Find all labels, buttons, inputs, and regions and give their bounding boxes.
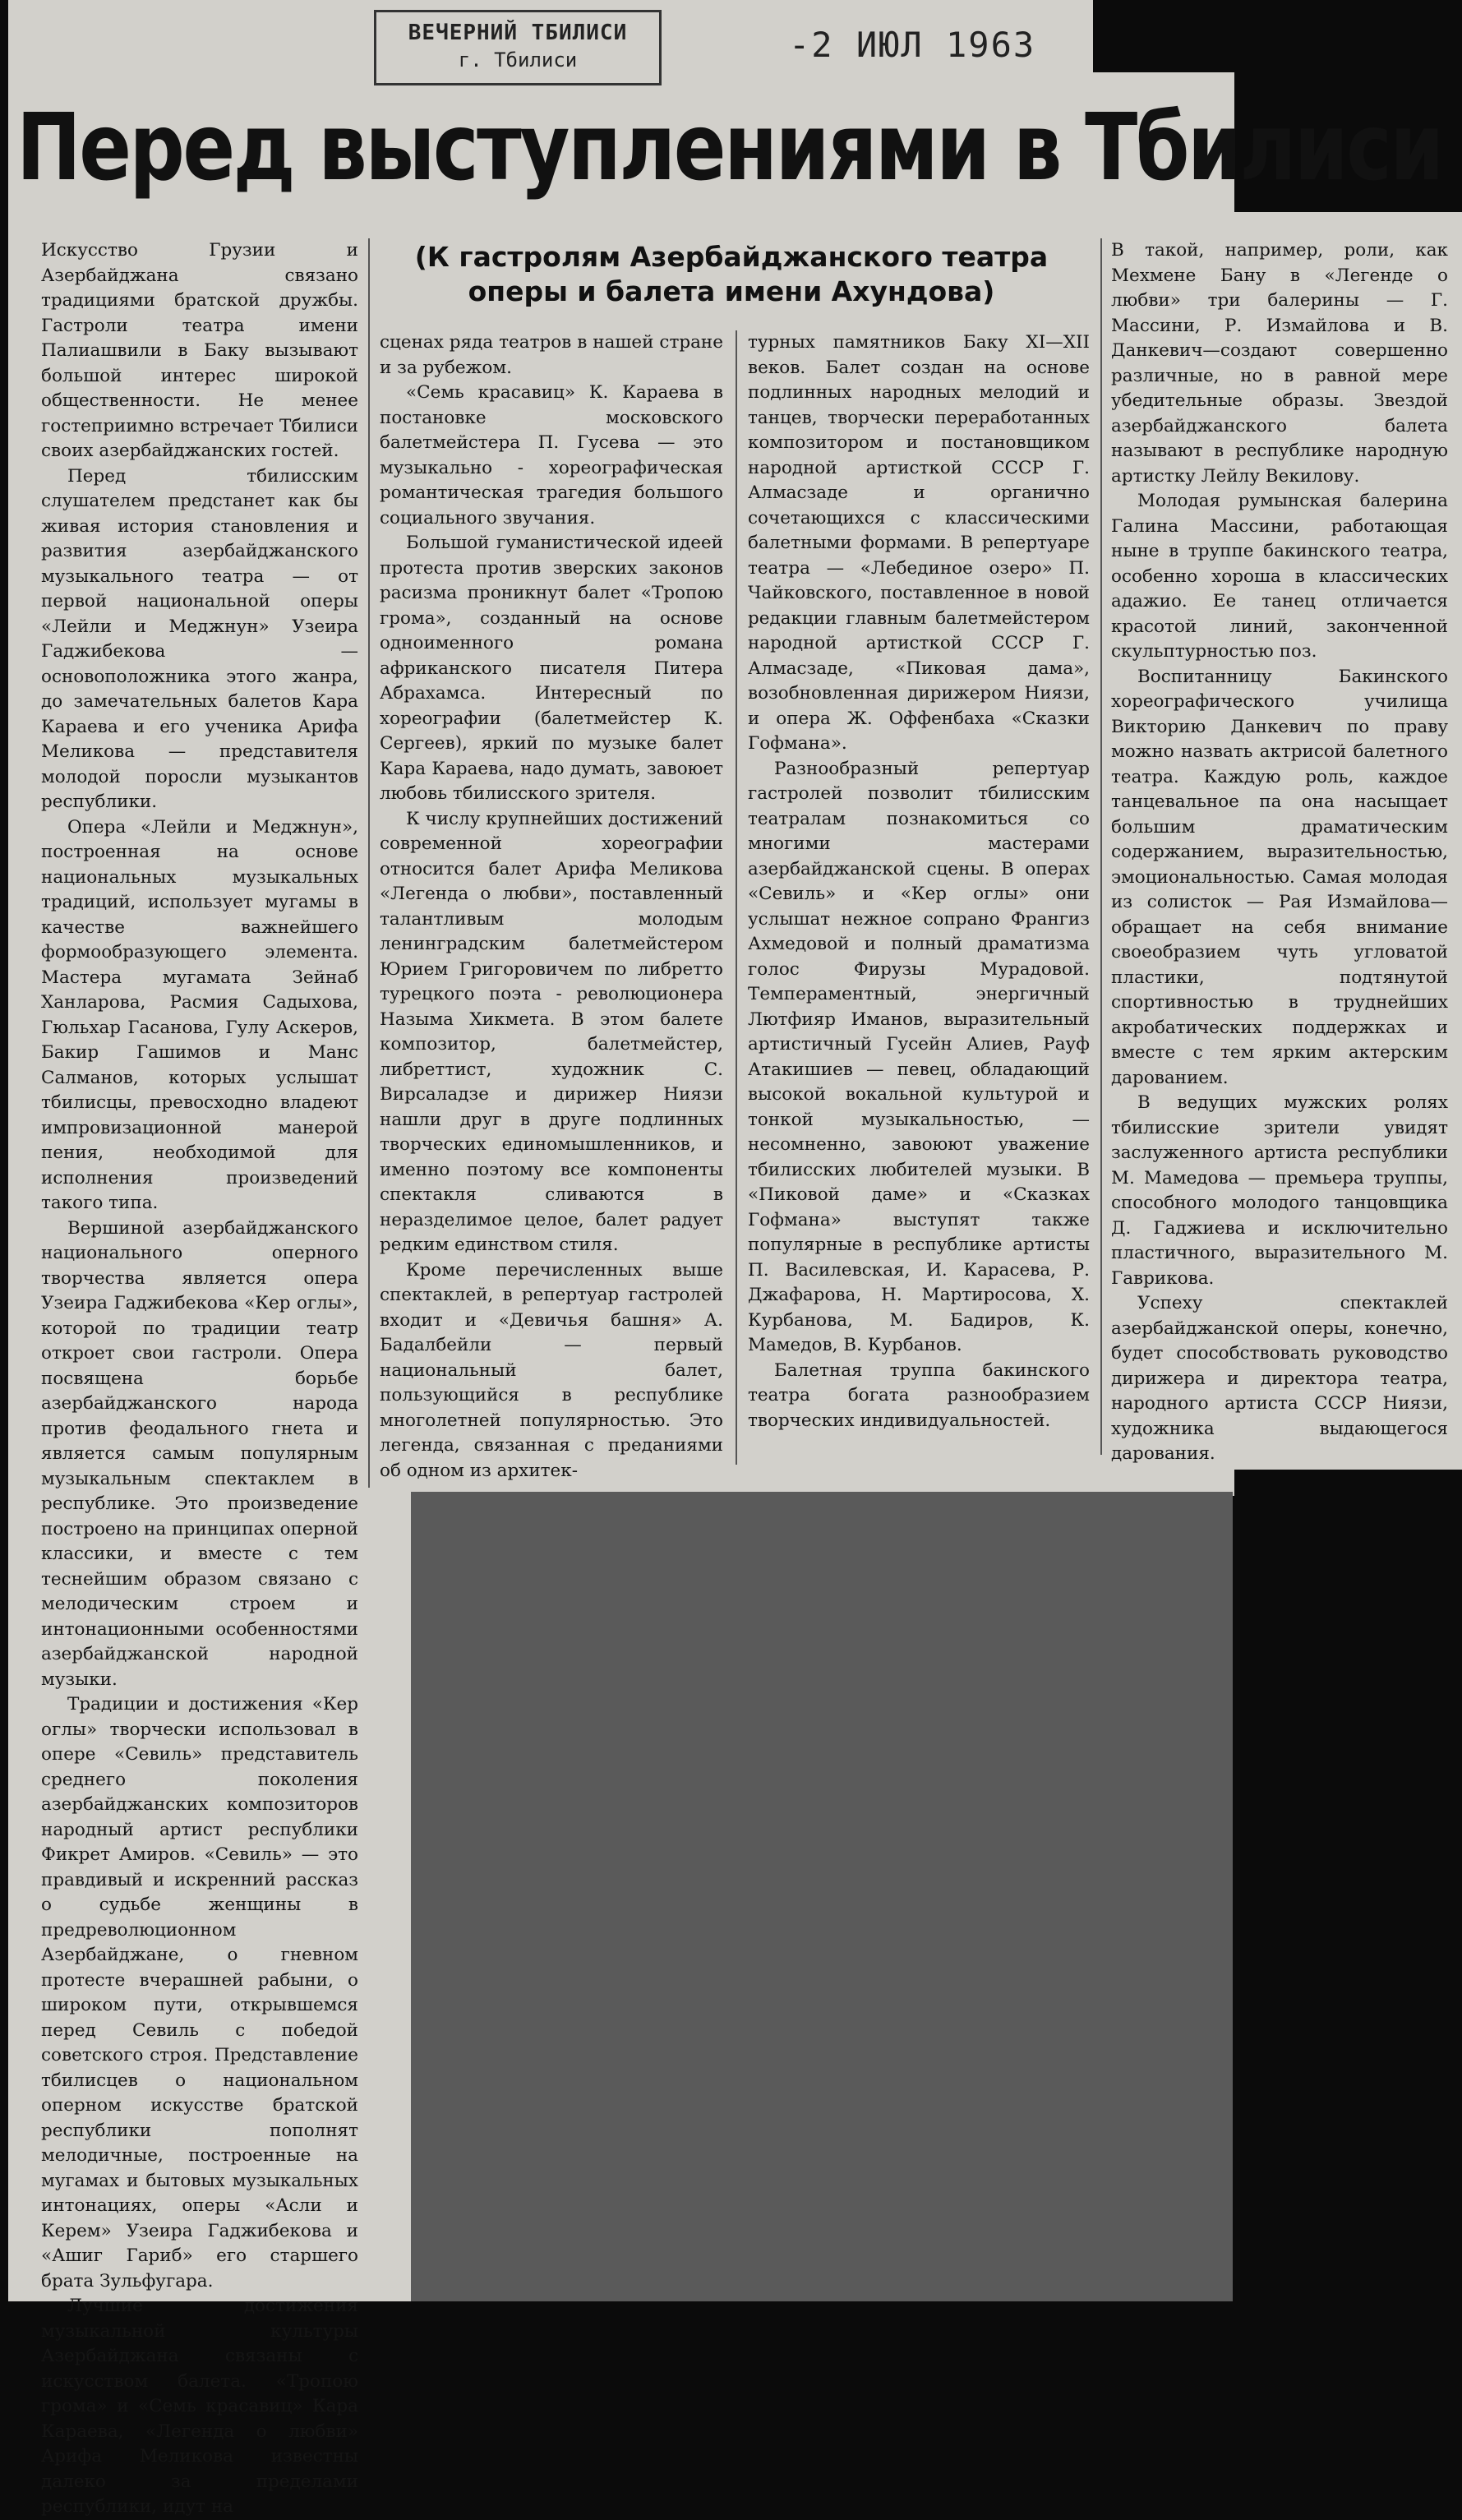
paragraph: Искусство Грузии и Азербайджана связано традициями братской дружбы. Гастроли театра имени Палиашвили в Баку вызывают большой интерес широкой общественности. Не менее гостеприимно встречает Тбилиси своих азербайджанских гостей. bbox=[41, 240, 358, 461]
paragraph: Большой гуманистической идеей протеста против зверских законов расизма проникнут балет «Тропою грома», созданный на основе одноименного романа африканского писателя Питера Абрахамса. Интересный по хореографии (балетмейстер К. Сергеев), яркий по музыке балет Кара Караева, надо думать, завоюет любовь тбилисского зрителя. bbox=[380, 533, 723, 804]
paragraph: Лучшие достижения музыкальной культуры Азербайджана связаны с искусством балета. «Тропою грома» и «Семь красавиц» Кара Караева, «Легенда о любви» Арифа Меликова известны далеко за пределами республики, идут на bbox=[41, 2296, 358, 2517]
paragraph: Молодая румынская балерина Галина Массини, работающая ныне в труппе бакинского театра, особенно хороша в классических адажио. Ее танец отличается красотой линий, законченной скульптурностью поз. bbox=[1111, 491, 1448, 662]
paragraph: Опера «Лейли и Меджнун», построенная на основе национальных музыкальных традиций, использует мугамы в качестве важнейшего формообразующего элемента. Мастера мугамата Зейнаб Ханларова, Расмия Садыхова, Гюльхар Гасанова, Гулу Аскеров, Бакир Гашимов и Манс Салманов, которых услышат тбилисцы, превосходно владеют импровизационной манерой пения, необходимой для исполнения произведений такого типа. bbox=[41, 816, 358, 1213]
paragraph: Вершиной азербайджанского национального оперного творчества является опера Узеира Гаджибекова «Кер оглы», которой по традиции театр откроет свои гастроли. Опера посвящена борьбе азербайджанского народа против феодального гнета и является самым популярным музыкальным спектаклем в республике. Это произведение построено на принципах оперной классики, и вместе с тем теснейшим образом связано с мелодическим строем и интонационными особенностями азербайджанской народной музыки. bbox=[41, 1217, 358, 1690]
stamp-city: г. Тбилиси bbox=[458, 48, 578, 72]
paragraph: В такой, например, роли, как Мехмене Бану в «Легенде о любви» три балерины — Г. Массини, Р. Измайлова и В. Данкевич—создают совершенно различные, но в равной мере убедительные образы. Звездой азербайджанского балета называют в республике народную артистку Лейлу Векилову. bbox=[1111, 240, 1448, 487]
article-column-2 bbox=[380, 330, 723, 1484]
paragraph: Разнообразный репертуар гастролей позволит тбилисским театралам познакомиться со многими мастерами азербайджанской сцены. В операх «Севиль» и «Кер оглы» они услышат нежное сопрано Франгиз Ахмедовой и полный драматизма голос Фирузы Мурадовой. Темпераментный, энергичный Лютфияр Иманов, выразительный артистичный Гусейн Алиев, Рауф Атакишиев — певец, обладающий высокой вокальной культурой и тонкой музыкальностью, — несомненно, завоюют уважение тбилисских любителей музыки. В «Пиковой даме» и «Сказках Гофмана» выступят также популярные в республике артисты П. Василевская, И. Карасева, Р. Джафарова, Н. Мартиросова, Х. Курбанова, М. Бадиров, К. Мамедов, В. Курбанов. bbox=[748, 758, 1090, 1355]
subtitle-line-2: оперы и балета имени Ахундова) bbox=[468, 275, 995, 307]
newspaper-stamp bbox=[374, 10, 662, 85]
date-stamp: -2 ИЮЛ 1963 bbox=[789, 25, 1036, 65]
paragraph: турных памятников Баку XI—XII веков. Балет создан на основе подлинных народных мелодий и танцев, творчески переработанных композитором и постановщиком народной артисткой СССР Г. Алмасзаде и органично сочетающихся с классическими балетными формами. В репертуаре театра — «Лебединое озеро» П. Чайковского, поставленное в новой редакции главным балетмейстером народной артисткой СССР Г. Алмасзаде, «Пиковая дама», возобновленная дирижером Ниязи, и опера Ж. Оффенбаха «Сказки Гофмана». bbox=[748, 332, 1090, 754]
paragraph: Перед тбилисским слушателем предстанет как бы живая история становления и развития азербайджанского музыкального театра — от первой национальной оперы «Лейли и Меджнун» Узеира Гаджибекова — основоположника этого жанра, до замечательных балетов Кара Караева и его ученика Арифа Меликова — представителя молодой поросли музыкантов республики. bbox=[41, 465, 358, 812]
paragraph: Кроме перечисленных выше спектаклей, в репертуар гастролей входит и «Девичья башня» А. Бадалбейли — первый национальный балет, пользующийся в республике многолетней популярностью. Это легенда, связанная с преданиями об одном из архитек- bbox=[380, 1259, 723, 1481]
paragraph: «Семь красавиц» К. Караева в постановке московского балетмейстера П. Гусева — это музыкально - хореографическая романтическая трагедия большого социального звучания. bbox=[380, 382, 723, 528]
column-rule bbox=[736, 330, 737, 1465]
subtitle-line-1: (К гастролям Азербайджанского театра bbox=[414, 241, 1049, 273]
column-rule bbox=[368, 238, 370, 1488]
paragraph: Успеху спектаклей азербайджанской оперы, конечно, будет способствовать руководство дирижера и директора театра, народного артиста СССР Ниязи, художника выдающегося дарования. bbox=[1111, 1293, 1448, 1464]
paragraph: Традиции и достижения «Кер оглы» творчески использовал в опере «Севиль» представитель среднего поколения азербайджанских композиторов народный артист республики Фикрет Амиров. «Севиль» — это правдивый и искренний рассказ о судьбе женщины в предреволюционном Азербайджане, о гневном протесте вчерашней рабыни, о широком пути, открывшемся перед Севиль с победой советского строя. Представление тбилисцев о национальном оперном искусстве братской республики пополнят мелодичные, построенные на мугамах и бытовых музыкальных интонациях, оперы «Асли и Керем» Узеира Гаджибекова и «Ашиг Гариб» его старшего брата Зульфугара. bbox=[41, 1694, 358, 2292]
paragraph: Балетная труппа бакинского театра богата разнообразием творческих индивидуальностей. bbox=[748, 1359, 1090, 1431]
paragraph: Воспитанницу Бакинского хореографического училища Викторию Данкевич по праву можно назвать актрисой балетного театра. Каждую роль, каждое танцевальное па она насыщает большим драматическим содержанием, выразительностью, эмоциональностью. Самая молодая из солисток — Рая Измайлова—обращает на себя внимание своеобразием чуть угловатой пластики, подтянутой спортивностью в труднейших акробатических поддержках и вместе с тем ярким актерским дарованием. bbox=[1111, 666, 1448, 1088]
article-column-4 bbox=[1111, 238, 1448, 1467]
column-rule bbox=[1100, 238, 1102, 1455]
article-column-1 bbox=[41, 238, 358, 2520]
backing-paper bbox=[394, 1492, 1233, 2301]
article-column-3 bbox=[748, 330, 1090, 1433]
stamp-newspaper-name: ВЕЧЕРНИЙ ТБИЛИСИ bbox=[408, 21, 628, 45]
paragraph: В ведущих мужских ролях тбилисские зрители увидят заслуженного артиста республики М. Мамедова — премьера труппы, способного молодого танцовщика Д. Гаджиева и исключительно пластичного, выразительного М. Гаврикова. bbox=[1111, 1092, 1448, 1289]
paragraph: сценах ряда театров в нашей стране и за рубежом. bbox=[380, 332, 723, 378]
article-headline: Перед выступлениями в Тбилиси bbox=[16, 95, 1442, 201]
article-subtitle bbox=[370, 240, 1093, 309]
paragraph: К числу крупнейших достижений современной хореографии относится балет Арифа Меликова «Легенда о любви», поставленный талантливым молодым ленинградским балетмейстером Юрием Григоровичем по либретто турецкого поэта - революционера Назыма Хикмета. В этом балете композитор, балетмейстер, либреттист, художник С. Вирсаладзе и дирижер Ниязи нашли друг в друге подлинных творческих единомышленников, и именно поэтому все компоненты спектакля сливаются в неразделимое целое, балет радует редким единством стиля. bbox=[380, 808, 723, 1255]
